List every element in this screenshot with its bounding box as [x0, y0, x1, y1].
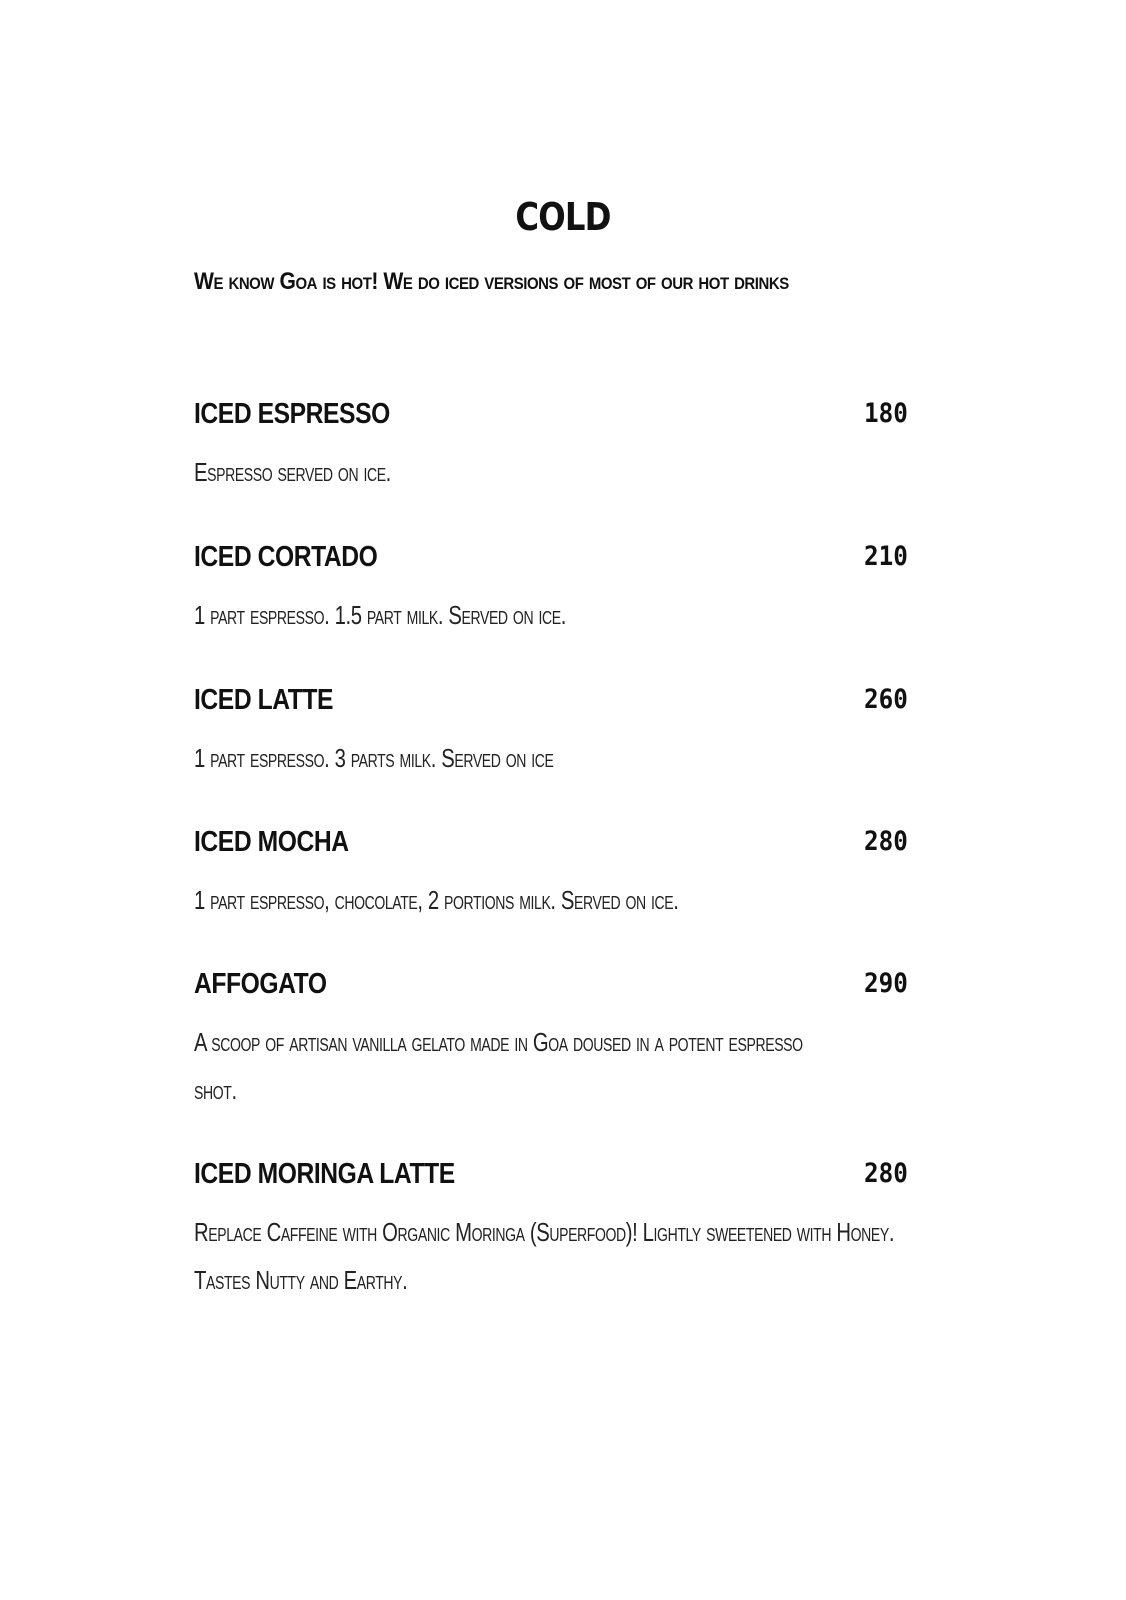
item-description: 1 part espresso. 3 parts milk. Served on ice	[194, 743, 554, 773]
item-description: Espresso served on ice.	[194, 457, 391, 487]
menu-item	[194, 541, 924, 639]
section-intro: We know Goa is hot! We do iced versions of most of our hot drinks	[194, 268, 789, 295]
item-price: 280	[864, 826, 908, 857]
menu-item	[194, 684, 924, 782]
menu-item	[194, 398, 924, 496]
section-title: COLD	[515, 195, 611, 239]
item-name: ICED MOCHA	[194, 826, 349, 858]
item-price: 260	[864, 684, 908, 715]
item-price: 290	[864, 968, 908, 999]
item-price: 180	[864, 398, 908, 429]
item-description: Replace Caffeine with Organic Moringa (Superfood)! Lightly sweetened with Honey. Tastes Nutty and Earthy.	[194, 1217, 895, 1295]
item-price: 210	[864, 541, 908, 572]
item-description: 1 part espresso. 1.5 part milk. Served on ice.	[194, 600, 566, 630]
item-name: ICED ESPRESSO	[194, 398, 390, 430]
item-price: 280	[864, 1158, 908, 1189]
item-name: ICED MORINGA LATTE	[194, 1158, 455, 1190]
item-name: ICED CORTADO	[194, 541, 378, 573]
item-description: 1 part espresso, chocolate, 2 portions milk. Served on ice.	[194, 885, 679, 915]
item-name: ICED LATTE	[194, 684, 334, 716]
menu-item	[194, 826, 924, 924]
menu-item	[194, 968, 924, 1114]
item-name: AFFOGATO	[194, 968, 327, 1000]
menu-item	[194, 1158, 924, 1304]
item-description: A scoop of artisan vanilla gelato made in Goa doused in a potent espresso shot.	[194, 1027, 803, 1105]
